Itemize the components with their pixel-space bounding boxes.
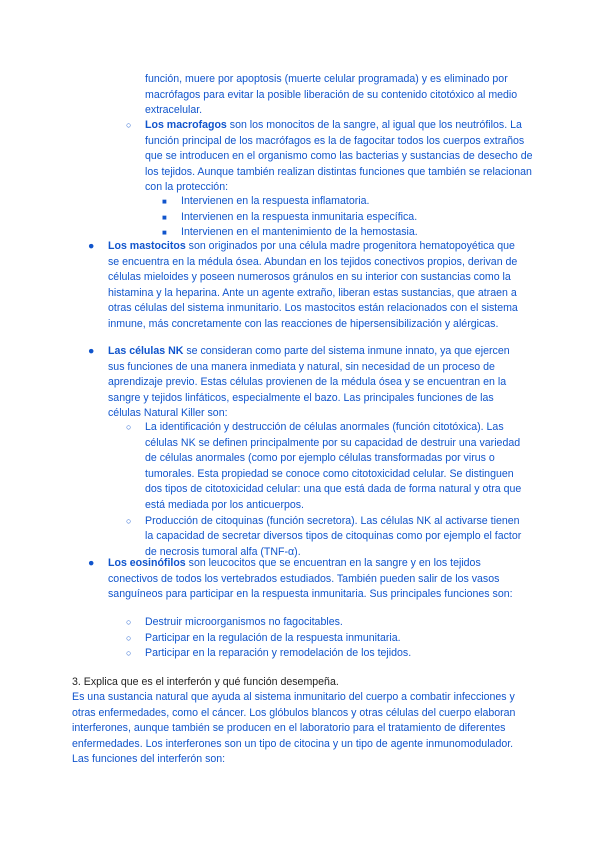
- circle-bullet-icon: ○: [126, 422, 132, 432]
- bullet-icon: ●: [88, 557, 95, 569]
- eosinofilos-sublist: [126, 615, 530, 662]
- macrofagos-paragraph: [145, 118, 535, 196]
- square-bullet-icon: ■: [162, 228, 167, 238]
- list-item: [162, 194, 541, 210]
- circle-bullet-icon: ○: [126, 515, 132, 526]
- eosinofilos-title: Los eosinófilos: [108, 557, 186, 569]
- answer-3-text: Es una sustancia natural que ayuda al sistema inmunitario del cuerpo a combatir infecciones y otras enfermedades, como el cáncer. Los glóbulos blancos y otras células del cuerpo elaboran interferones, aunque también se producen en el laboratorio para el tratamiento de diferentes enfermedades. Los interferones son un tipo de citocina y un tipo de agente inmunomodulador. Las funciones del interferón son:: [72, 691, 516, 766]
- macrofagos-sublist: [162, 194, 541, 241]
- nk-title: Las células NK: [108, 345, 184, 357]
- macrofagos-item: [126, 118, 535, 196]
- eosinofilos-item: [88, 556, 528, 603]
- mastocitos-paragraph: [108, 239, 528, 333]
- nk-item: [88, 344, 528, 422]
- continuation-paragraph: [145, 72, 535, 119]
- nk-item-1: La identificación y destrucción de células anormales (función citotóxica). Las células NK se definen principalmente por su capacidad de destruir una variedad de células anormales (como por ejemplo células transformadas por virus o tumorales. Esta propiedad se conoce como citotoxicidad celular. Se distinguen dos tipos de citotoxicidad celular: una que está dada de forma natural y otra que está mediada por los anticuerpos.: [145, 421, 522, 511]
- macrofagos-item-1: Intervienen en la respuesta inflamatoria.: [181, 195, 370, 207]
- square-bullet-icon: ■: [162, 212, 167, 222]
- circle-bullet-icon: ○: [126, 648, 132, 659]
- mastocitos-text: son originados por una célula madre progenitora hematopoyética que se encuentra en la médula ósea. Abundan en los tejidos conectivos propios, derivan de células mieloides y poseen numerosos gránulos en su interior con sustancias como la histamina y la heparina. Ante un agente extraño, liberan estas sustancias, que atraen a otras células del sistema inmunitario. Los mastocitos están relacionados con el sistema inmune, más concretamente con las reacciones de hipersensibilización y alérgicas.: [108, 240, 518, 330]
- continuation-text: función, muere por apoptosis (muerte celular programada) y es eliminado por macrófagos para evitar la posible liberación de su contenido citotóxico al medio extracelular.: [145, 73, 518, 117]
- nk-paragraph: [108, 344, 528, 422]
- question-3-text: 3. Explica que es el interferón y qué función desempeña.: [72, 676, 339, 688]
- eosinofilos-text: son leucocitos que se encuentran en la sangre y en los tejidos conectivos de todos los vertebrados estudiados. También pueden salir de los vasos sanguíneos para participar en la respuesta inmunitaria. Sus principales funciones son:: [108, 557, 513, 601]
- eosinofilos-paragraph: [108, 556, 528, 603]
- macrofagos-text: son los monocitos de la sangre, al igual que los neutrófilos. La función principal de los macrófagos es la de fagocitar todos los cuerpos extraños que se introducen en el organismo como las bacterias y sustancias de desecho de los tejidos. Aunque también realizan distintas funciones que también se relacionan con la protección:: [145, 119, 533, 194]
- bullet-icon: ●: [88, 240, 95, 252]
- bullet-icon: ●: [88, 345, 95, 357]
- mastocitos-title: Los mastocitos: [108, 240, 186, 252]
- circle-bullet-icon: ○: [126, 632, 132, 643]
- list-item: [126, 646, 530, 662]
- answer-3: [72, 690, 532, 768]
- eosinofilos-item-3: Participar en la reparación y remodelación de los tejidos.: [145, 647, 412, 660]
- question-3: [72, 675, 532, 691]
- macrofagos-item-3: Intervienen en el mantenimiento de la hemostasia.: [181, 226, 418, 239]
- eosinofilos-item-2: Participar en la regulación de la respuesta inmunitaria.: [145, 631, 401, 644]
- list-item: [126, 420, 530, 514]
- nk-sublist: [126, 420, 530, 560]
- list-item: [126, 631, 530, 647]
- circle-bullet-icon: ○: [126, 617, 132, 627]
- list-item: [126, 514, 530, 561]
- circle-bullet-icon: ○: [126, 120, 132, 130]
- mastocitos-item: [88, 239, 528, 333]
- macrofagos-item-2: Intervienen en la respuesta inmunitaria específica.: [181, 210, 418, 223]
- list-item: [162, 210, 541, 226]
- macrofagos-title: Los macrofagos: [145, 119, 227, 131]
- nk-item-2: Producción de citoquinas (función secretora). Las células NK al activarse tienen la capacidad de secretar diversos tipos de citoquinas como por ejemplo el factor de necrosis tumoral alfa (TNF-α).: [145, 514, 522, 558]
- list-item: [126, 615, 530, 631]
- nk-text: se consideran como parte del sistema inmune innato, ya que ejercen sus funciones de una manera inmediata y natural, sin necesidad de un proceso de aprendizaje previo. Estas células provienen de la médula ósea y se encuentran en la sangre y tejidos linfáticos, especialmente el bazo. Las principales funciones de las células Natural Killer son:: [108, 345, 510, 420]
- eosinofilos-item-1: Destruir microorganismos no fagocitables.: [145, 616, 343, 628]
- square-bullet-icon: ■: [162, 197, 167, 206]
